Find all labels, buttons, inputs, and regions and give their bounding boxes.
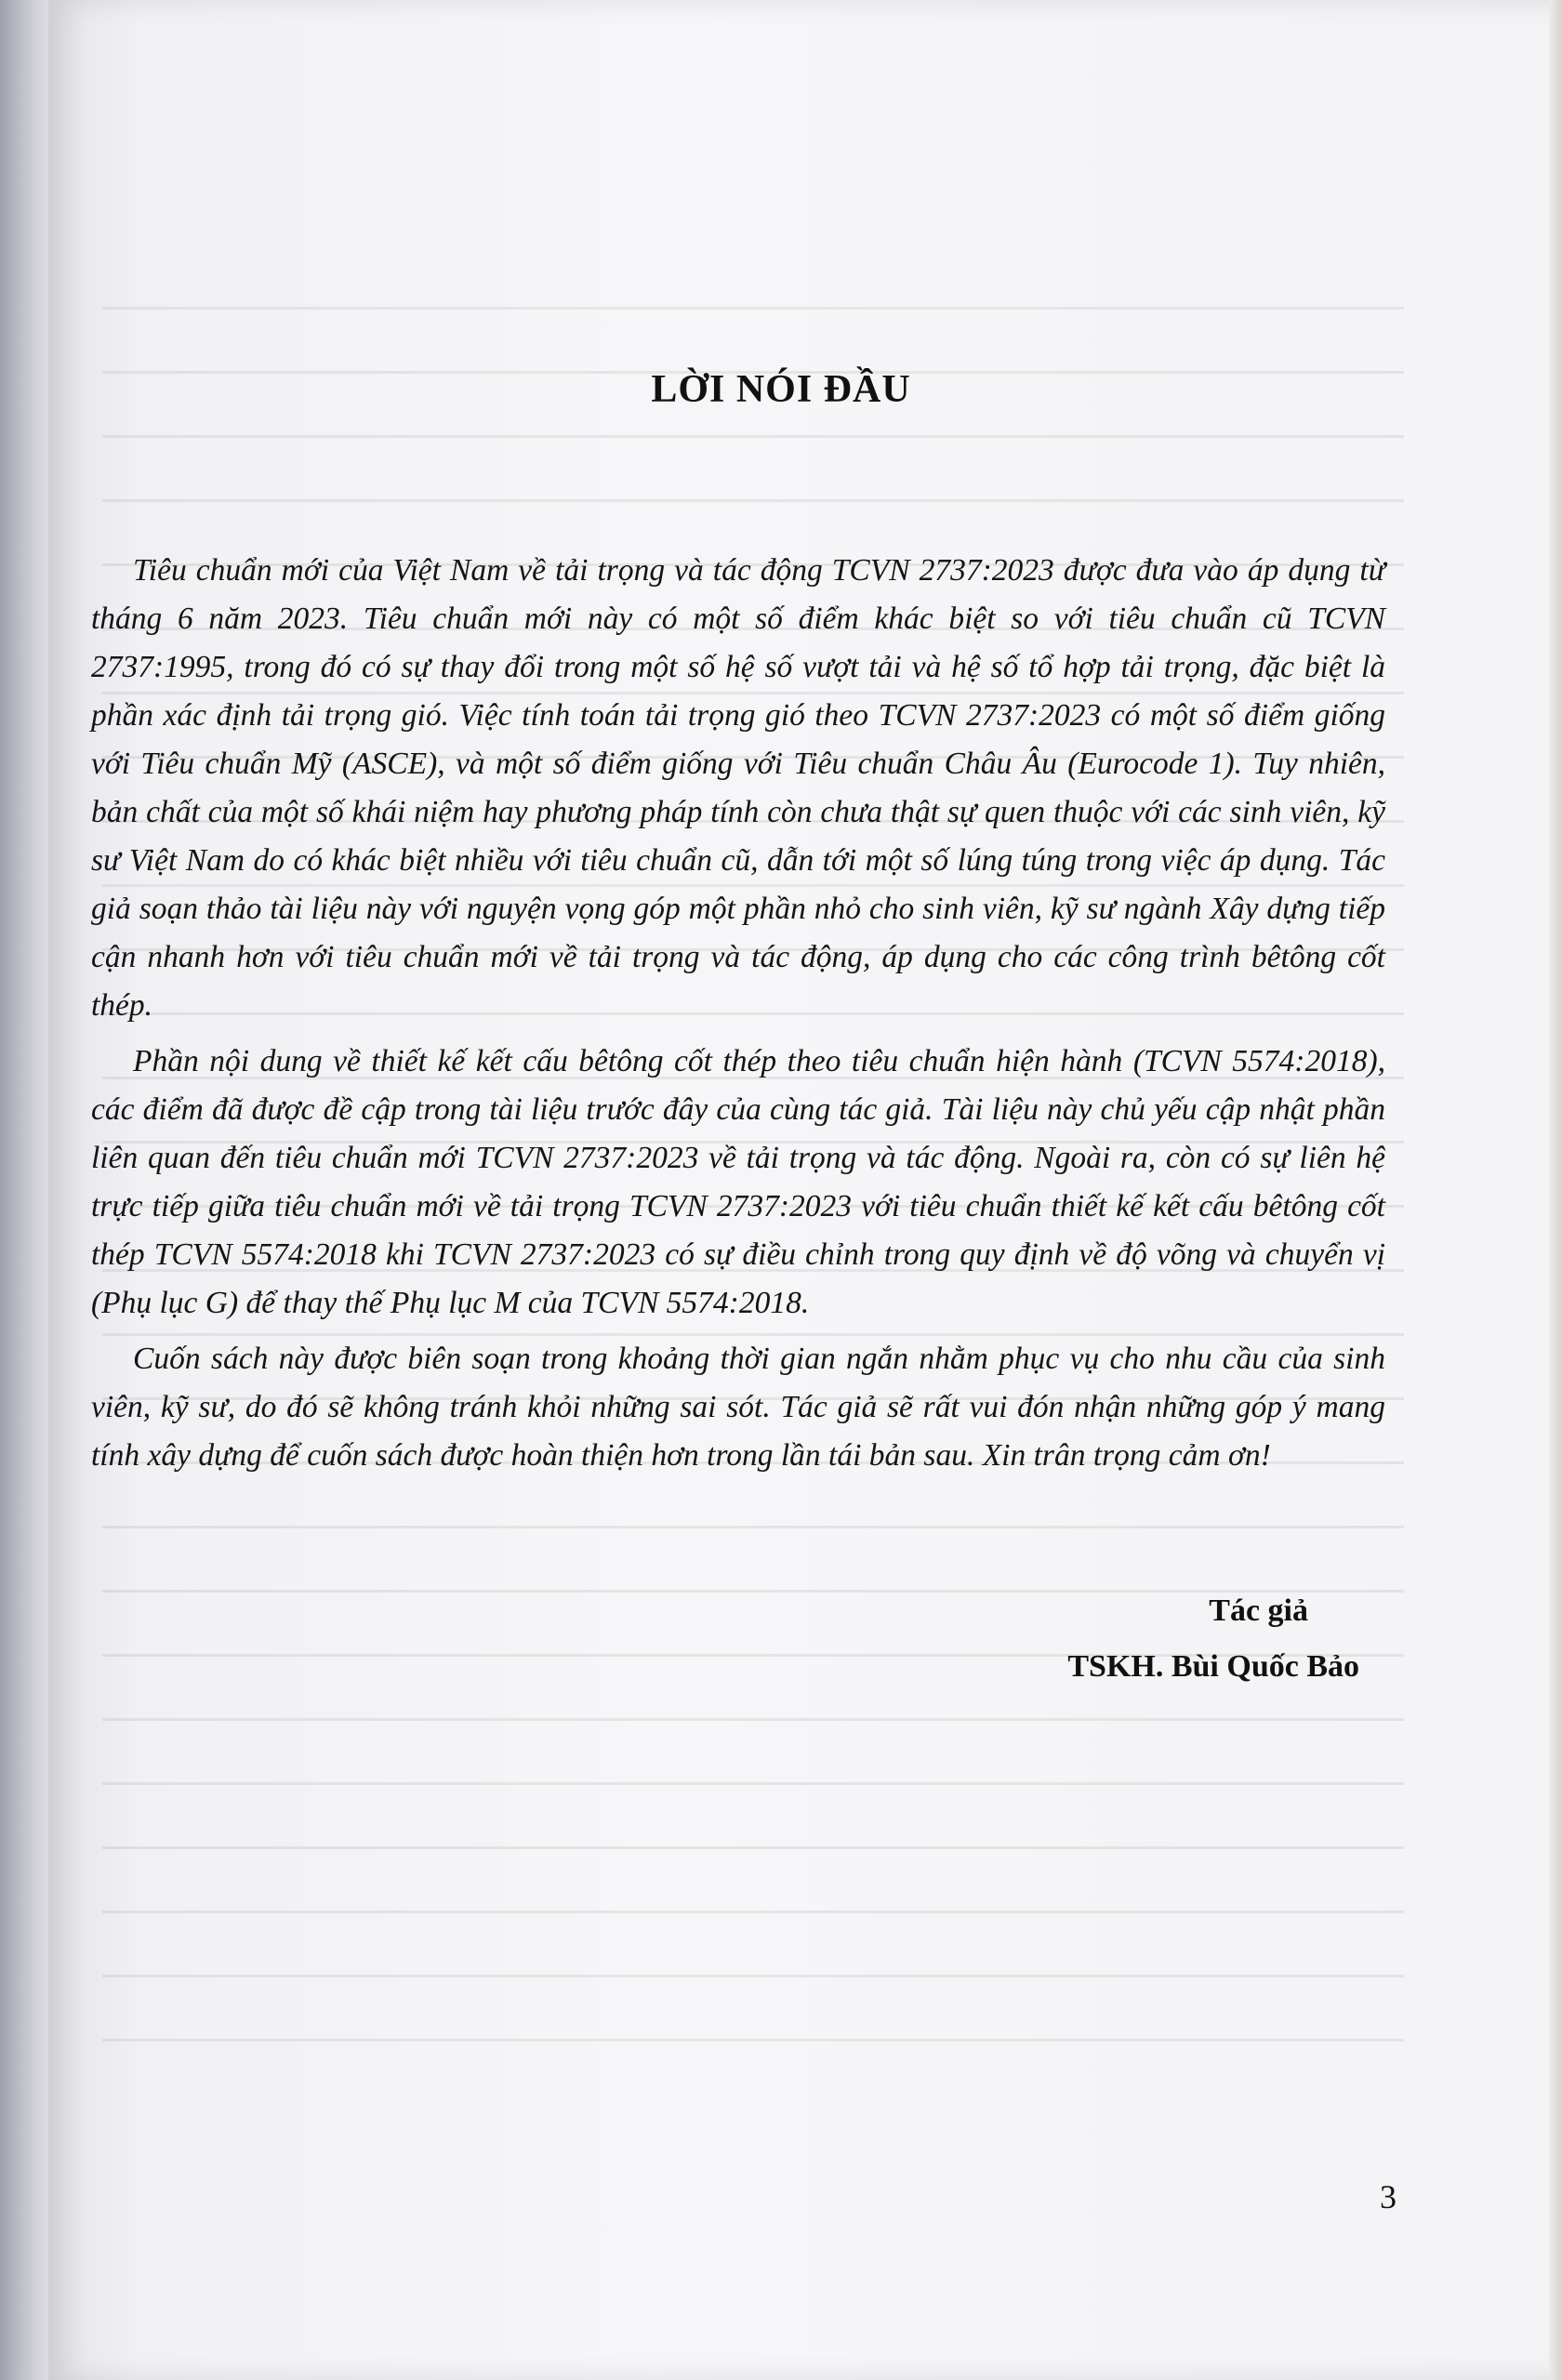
paragraph-1: Tiêu chuẩn mới của Việt Nam về tải trọng và tác động TCVN 2737:2023 được đưa vào áp dụng từ tháng 6 năm 2023. Tiêu chuẩn mới này có một số điểm khác biệt so với tiêu chuẩn cũ TCVN 2737:1995, trong đó có sự thay đổi trong một số hệ số vượt tải và hệ số tổ hợp tải trọng, đặc biệt là phần xác định tải trọng gió. Việc tính toán tải trọng gió theo TCVN 2737:2023 có một số điểm giống với Tiêu chuẩn Mỹ (ASCE), và một số điểm giống với Tiêu chuẩn Châu Âu (Eurocode 1). Tuy nhiên, bản chất của một số khái niệm hay phương pháp tính còn chưa thật sự quen thuộc với các sinh viên, kỹ sư Việt Nam do có khác biệt nhiều với tiêu chuẩn cũ, dẫn tới một số lúng túng trong việc áp dụng. Tác giả soạn thảo tài liệu này với nguyện vọng góp một phần nhỏ cho sinh viên, kỹ sư ngành Xây dựng tiếp cận nhanh hơn với tiêu chuẩn mới về tải trọng và tác động, áp dụng cho các công trình bêtông cốt thép. [91,553,1385,1023]
paragraph-2: Phần nội dung về thiết kế kết cấu bêtông cốt thép theo tiêu chuẩn hiện hành (TCVN 5574:2018), các điểm đã được đề cập trong tài liệu trước đây của cùng tác giả. Tài liệu này chủ yếu cập nhật phần liên quan đến tiêu chuẩn mới TCVN 2737:2023 về tải trọng và tác động. Ngoài ra, còn có sự liên hệ trực tiếp giữa tiêu chuẩn mới về tải trọng TCVN 2737:2023 với tiêu chuẩn thiết kế kết cấu bêtông cốt thép TCVN 5574:2018 khi TCVN 2737:2023 có sự điều chỉnh trong quy định về độ võng và chuyển vị (Phụ lục G) để thay thế Phụ lục M của TCVN 5574:2018. [91,1044,1385,1320]
paragraph-3: Cuốn sách này được biên soạn trong khoảng thời gian ngắn nhằm phục vụ cho nhu cầu của sinh viên, kỹ sư, do đó sẽ không tránh khỏi những sai sót. Tác giả sẽ rất vui đón nhận những góp ý mang tính xây dựng để cuốn sách được hoàn thiện hơn trong lần tái bản sau. Xin trân trọng cảm ơn! [91,1342,1385,1473]
page-title: LỜI NÓI ĐẦU [651,368,911,411]
page-right-edge [1549,0,1562,2380]
signature-block [1067,1583,1359,1695]
signature-role: Tác giả [1209,1593,1308,1628]
preface-body [91,547,1385,1488]
signature-name: TSKH. Bùi Quốc Bảo [1067,1649,1359,1684]
book-spine-edge [0,0,56,2380]
page-number: 3 [1380,2178,1397,2215]
